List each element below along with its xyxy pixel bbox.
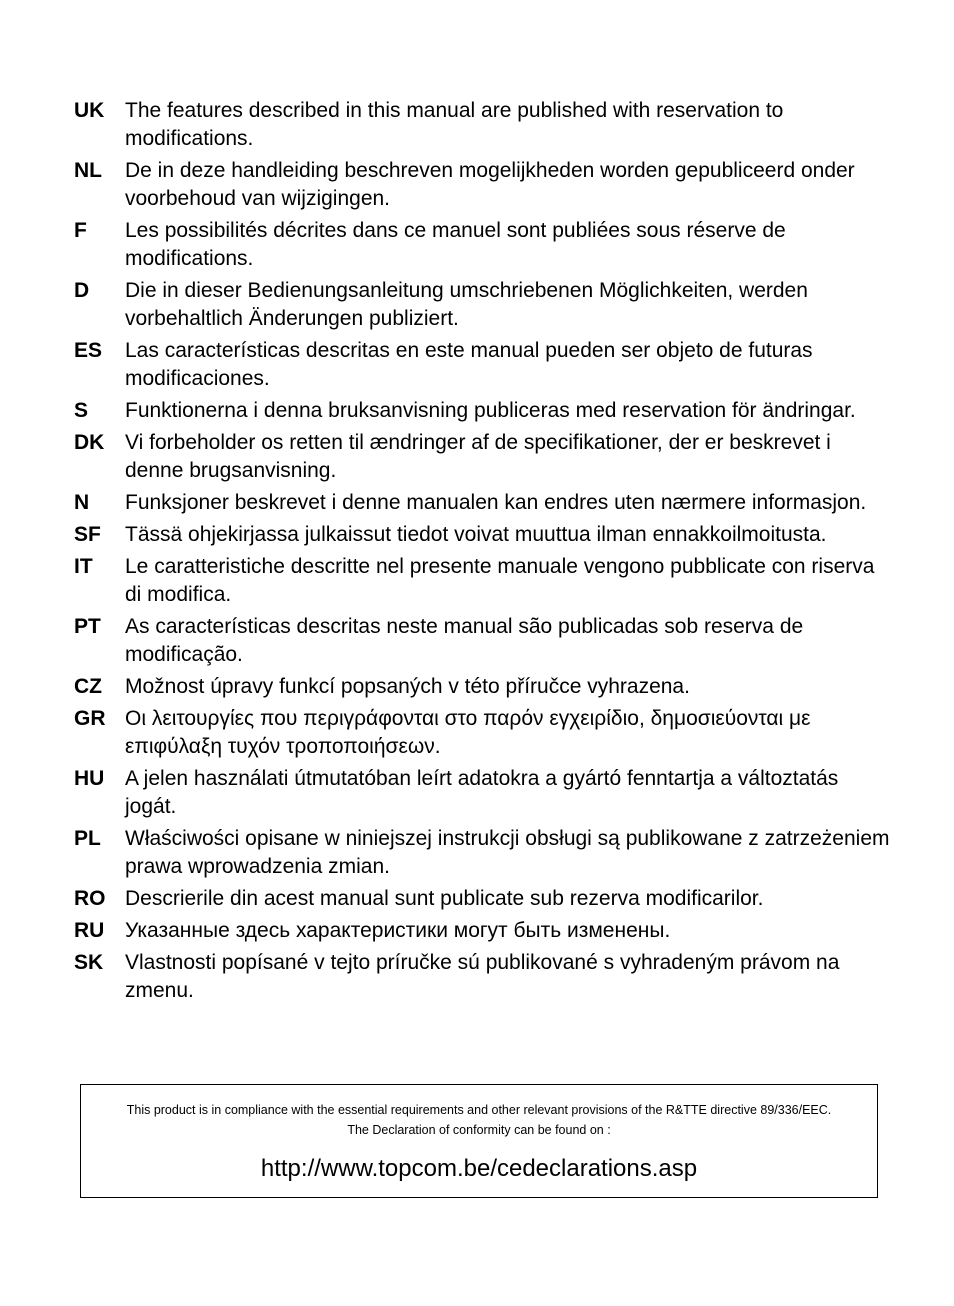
language-code: S [74, 399, 89, 422]
notice-entry-pl [74, 825, 894, 881]
notice-text: Funksjoner beskrevet i denne manualen kan endres uten nærmere informasjon. [125, 491, 867, 514]
notice-entry-gr [74, 705, 894, 761]
notice-entry-sk [74, 949, 894, 1005]
language-code: CZ [74, 675, 102, 698]
notice-entry-nl [74, 157, 894, 213]
notice-entry-ro [74, 885, 894, 913]
language-code: RU [74, 919, 105, 942]
notice-entry-s [74, 397, 894, 425]
language-code: PL [74, 827, 101, 850]
notice-text: As características descritas neste manual são publicadas sob reserva de modificação. [125, 615, 804, 666]
notice-entry-f [74, 217, 894, 273]
compliance-notice-box [80, 1084, 878, 1198]
notice-text: Funktionerna i denna bruksanvisning publiceras med reservation för ändringar. [125, 399, 856, 422]
notice-entry-d [74, 277, 894, 333]
notice-text: Tässä ohjekirjassa julkaissut tiedot voivat muuttua ilman ennakkoilmoitusta. [125, 523, 827, 546]
compliance-statement: This product is in compliance with the essential requirements and other relevant provisions of the R&TTE directive 89/336/EEC. [126, 1103, 832, 1117]
notice-text: Možnost úpravy funkcí popsaných v této příručce vyhrazena. [125, 675, 690, 698]
language-code: ES [74, 339, 103, 362]
notice-text: Le caratteristiche descritte nel presente manuale vengono pubblicate con riserva di modifica. [125, 555, 875, 606]
notice-entry-ru [74, 917, 894, 945]
notice-text: Les possibilités décrites dans ce manuel sont publiées sous réserve de modifications. [125, 219, 786, 270]
notice-entry-n [74, 489, 894, 517]
language-code: NL [74, 159, 102, 182]
language-code: IT [74, 555, 93, 578]
notice-text: Descrierile din acest manual sunt publicate sub rezerva modificarilor. [125, 887, 764, 910]
notice-text: Vlastnosti popísané v tejto príručke sú publikované s vyhradeným právom na zmenu. [125, 951, 840, 1002]
language-code: HU [74, 767, 105, 790]
notice-text: Vi forbeholder os retten til ændringer af de specifikationer, der er beskrevet i denne brugsanvisning. [125, 431, 831, 482]
notice-entry-es [74, 337, 894, 393]
notice-entry-uk [74, 97, 894, 153]
declaration-url: http://www.topcom.be/cedeclarations.asp [260, 1155, 698, 1182]
notice-entry-cz [74, 673, 894, 701]
notice-text: Las características descritas en este manual pueden ser objeto de futuras modificaciones. [125, 339, 813, 390]
notice-entry-hu [74, 765, 894, 821]
language-code: RO [74, 887, 106, 910]
declaration-statement: The Declaration of conformity can be found on : [347, 1123, 611, 1137]
language-code: N [74, 491, 90, 514]
language-notices [74, 97, 894, 1009]
language-code: D [74, 279, 90, 302]
notice-entry-it [74, 553, 894, 609]
notice-text: Οι λειτουργίες που περιγράφονται στο παρόν εγχειρίδιο, δημοσιεύονται με επιφύλαξη τυχόν τροποποιήσεων. [125, 707, 811, 758]
language-code: PT [74, 615, 101, 638]
notice-entry-dk [74, 429, 894, 485]
notice-entry-sf [74, 521, 894, 549]
language-code: SF [74, 523, 101, 546]
notice-text: Указанные здесь характеристики могут быть изменены. [125, 919, 671, 942]
notice-text: A jelen használati útmutatóban leírt adatokra a gyártó fenntartja a változtatás jogát. [125, 767, 839, 818]
notice-text: The features described in this manual are published with reservation to modifications. [125, 99, 784, 150]
language-code: GR [74, 707, 106, 730]
notice-text: De in deze handleiding beschreven mogelijkheden worden gepubliceerd onder voorbehoud van wijzigingen. [125, 159, 855, 210]
language-code: DK [74, 431, 105, 454]
language-code: UK [74, 99, 105, 122]
language-code: F [74, 219, 87, 242]
notice-entry-pt [74, 613, 894, 669]
language-code: SK [74, 951, 104, 974]
notice-text: Die in dieser Bedienungsanleitung umschriebenen Möglichkeiten, werden vorbehaltlich Änderungen publiziert. [125, 279, 808, 330]
notice-text: Właściwości opisane w niniejszej instrukcji obsługi są publikowane z zatrzeżeniem prawa wprowadzenia zmian. [125, 827, 890, 878]
